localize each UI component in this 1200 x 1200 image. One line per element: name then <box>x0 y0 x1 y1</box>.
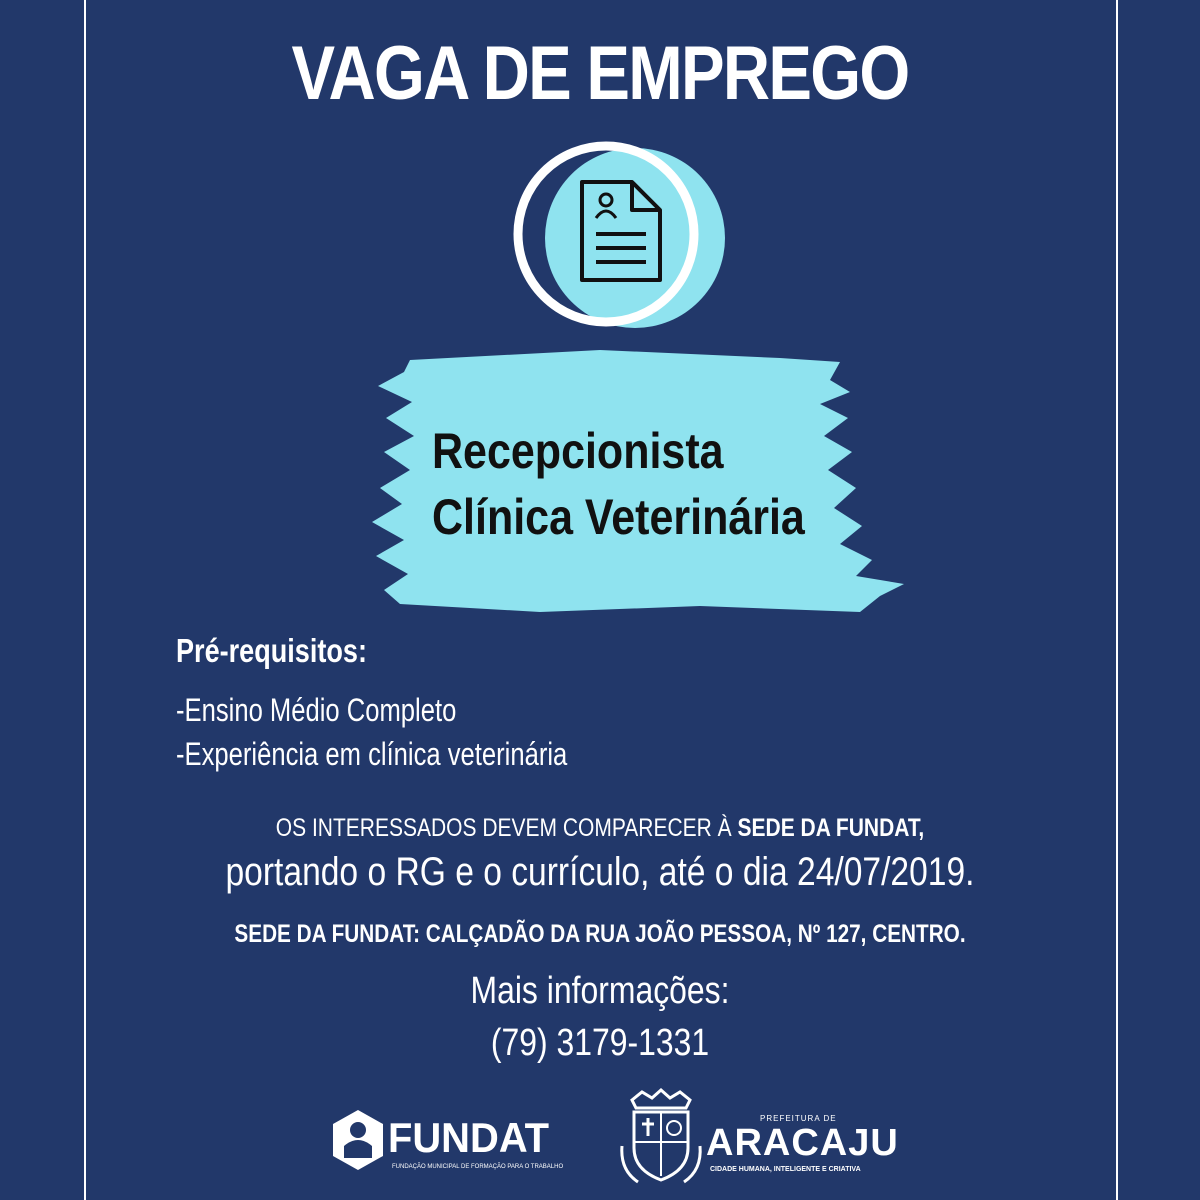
page-title: VAGA DE EMPREGO <box>291 31 909 116</box>
instructions-prefix: OS INTERESSADOS DEVEM COMPARECER À <box>275 814 732 842</box>
job-title-line-2: Clínica Veterinária <box>432 489 805 545</box>
address: SEDE DA FUNDAT: CALÇADÃO DA RUA JOÃO PESSOA, Nº 127, CENTRO. <box>234 920 966 948</box>
aracaju-logo <box>618 1086 899 1186</box>
fundat-hexagon-icon <box>330 1108 386 1172</box>
contact-phone: (79) 3179-1331 <box>490 1022 710 1064</box>
fundat-name: FUNDAT <box>388 1114 550 1161</box>
requirements-heading: Pré-requisitos: <box>176 632 367 669</box>
fundat-tagline: FUNDAÇÃO MUNICIPAL DE FORMAÇÃO PARA O TRABALHO <box>392 1164 564 1170</box>
aracaju-crest-icon <box>618 1086 704 1186</box>
instructions-line-2: portando o RG e o currículo, até o dia 24/07/2019. <box>225 850 975 894</box>
requirement-item: -Ensino Médio Completo <box>176 692 457 728</box>
job-title <box>432 418 805 550</box>
requirements-list <box>176 688 567 776</box>
aracaju-tagline: CIDADE HUMANA, INTELIGENTE E CRIATIVA <box>710 1166 861 1173</box>
fundat-logo <box>330 1108 580 1178</box>
requirement-item: -Experiência em clínica veterinária <box>176 736 568 772</box>
aracaju-prefix: PREFEITURA DE <box>760 1114 837 1123</box>
instructions-line-1 <box>96 814 1104 843</box>
contact-label: Mais informações: <box>470 970 730 1012</box>
job-title-line-1: Recepcionista <box>432 423 724 479</box>
aracaju-name: ARACAJU <box>706 1122 899 1164</box>
instructions-bold: SEDE DA FUNDAT, <box>737 814 925 842</box>
